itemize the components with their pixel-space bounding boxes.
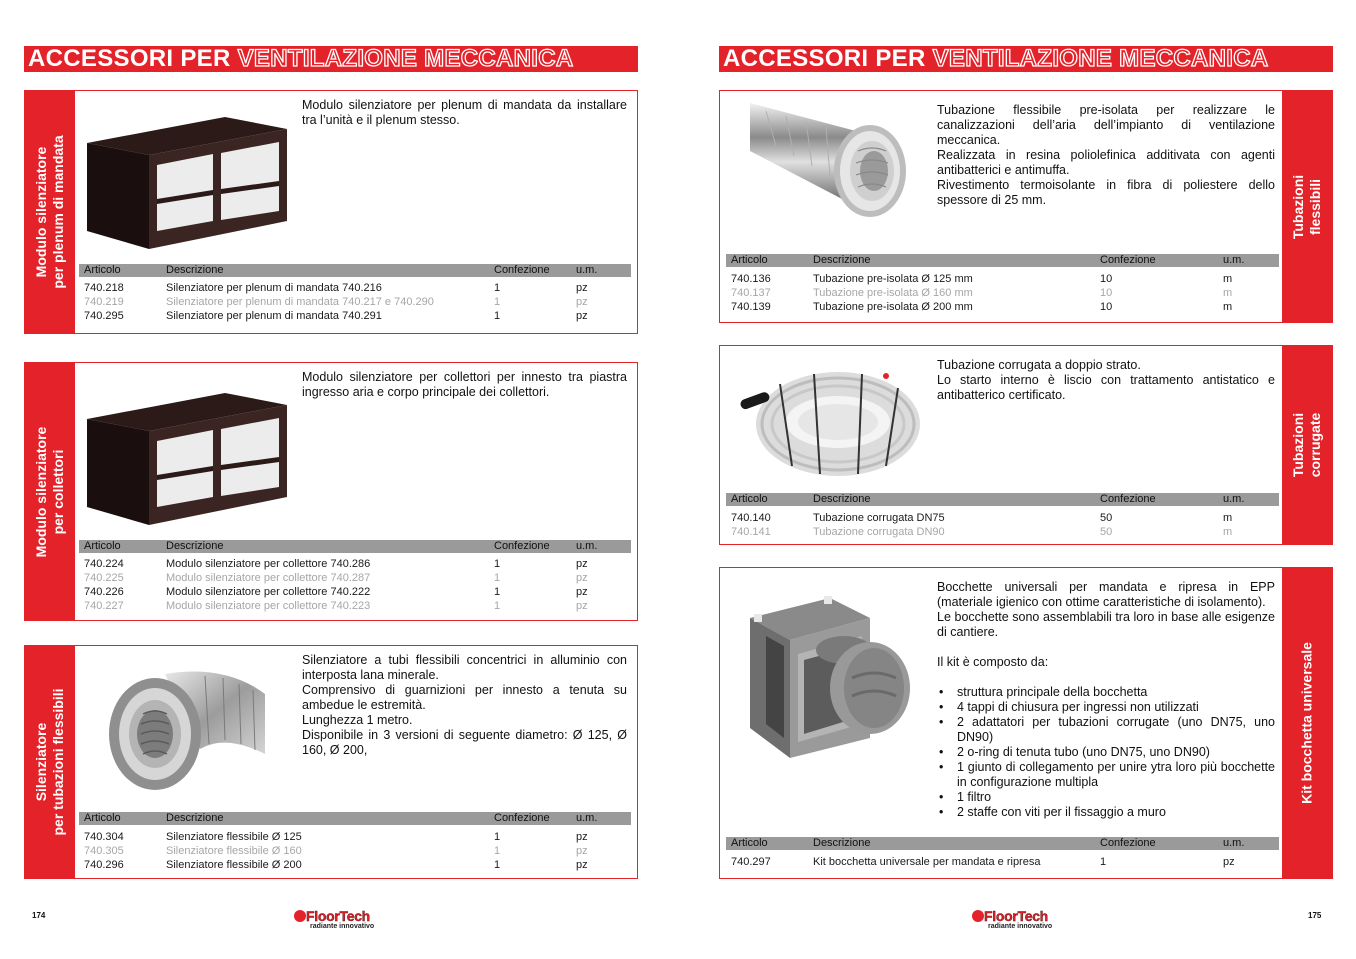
product-card-flexible-pipes [719, 90, 1333, 323]
table-header: Articolo Descrizione Confezione u.m. [79, 812, 631, 825]
product-table [79, 812, 631, 878]
floortech-logo: FloorTech radiante innovativo [294, 908, 394, 934]
product-description: Modulo silenziatore per plenum di mandata da installare tra l’unità e il plenum stesso. [302, 98, 627, 127]
table-row: 740.226 Modulo silenziatore per collettore 740.222 1 pz [84, 586, 588, 598]
list-item: • 1 giunto di collegamento per unire ytra loro più bocchette in configurazione multipla [937, 760, 1275, 790]
product-description: Silenziatore a tubi flessibili concentrici in alluminio con interposta lana minerale. Comprensivo di guarnizioni per innesto a tenuta su ambedue le estremità. Lunghezza 1 metro. Disponibile in 3 versioni di seguente diametro: Ø 125, Ø 160, Ø 200, [302, 653, 627, 757]
product-description: Bocchette universali per mandata e ripresa in EPP (materiale igienico con ottime caratteristiche di isolamento). Le bocchette sono assemblabili tra loro in base alle esigenze di cantiere. Il kit è composto da: • struttura principale della bocchetta • 4 tappi di chiusura per ingressi non utilizzati • 2 adattatori per tubazioni corrugate (uno DN75, uno DN90) • 2 o-ring di tenuta tubo (uno DN75, uno DN90) • 1 giunto di collegamento per unire ytra loro più bocchette in configurazione multipla • 1 filtro • 2 staffe con viti per il fissaggio a muro [937, 580, 1275, 820]
product-description: Tubazione corrugata a doppio strato. Lo starto interno è liscio con trattamento antistatico e antibatterico certificato. [937, 358, 1275, 402]
page-number: 175 [1308, 911, 1322, 920]
list-item: • struttura principale della bocchetta [937, 685, 1275, 700]
side-tab: Tubazioni corrugate [1282, 346, 1332, 544]
list-item: • 2 adattatori per tubazioni corrugate (uno DN75, uno DN90) [937, 715, 1275, 745]
table-row: 740.141 Tubazione corrugata DN90 50 m [731, 526, 1233, 538]
product-table [726, 493, 1279, 543]
table-row: 740.304 Silenziatore flessibile Ø 125 1 pz [84, 831, 588, 843]
product-description: Tubazione flessibile pre-isolata per realizzare le canalizzazioni dell’aria dell’impianto di ventilazione meccanica. Realizzata in resina poliolefinica additivata con agenti antibatterici e antimuffa. Rivestimento termoisolante in fibra di poliestere dello spessore di 25 mm. [937, 103, 1275, 207]
table-header: Articolo Descrizione Confezione u.m. [79, 264, 631, 277]
table-row: 740.139 Tubazione pre-isolata Ø 200 mm 10 m [731, 301, 1233, 313]
product-card-universal-vent-kit [719, 567, 1333, 879]
table-row: 740.224 Modulo silenziatore per collettore 740.286 1 pz [84, 558, 588, 570]
floortech-logo: FloorTech radiante innovativo [972, 908, 1072, 934]
table-row: 740.297 Kit bocchetta universale per mandata e ripresa 1 pz [731, 856, 1235, 868]
corrugated-pipe-coil-image [734, 356, 924, 481]
table-row: 740.296 Silenziatore flessibile Ø 200 1 pz [84, 859, 588, 871]
table-row: 740.295 Silenziatore per plenum di mandata 740.291 1 pz [84, 310, 588, 322]
product-table [726, 837, 1279, 873]
list-item: • 1 filtro [937, 790, 1275, 805]
table-row: 740.218 Silenziatore per plenum di mandata 740.216 1 pz [84, 282, 588, 294]
product-card-manifold-silencer [24, 362, 638, 621]
product-table [79, 264, 631, 334]
table-row: 740.140 Tubazione corrugata DN75 50 m [731, 512, 1233, 524]
insulated-pipe-image [746, 101, 916, 221]
table-header: Articolo Descrizione Confezione u.m. [79, 540, 631, 553]
table-header: Articolo Descrizione Confezione u.m. [726, 254, 1279, 267]
universal-vent-box-image [740, 588, 920, 768]
page-number: 174 [32, 911, 46, 920]
table-header: Articolo Descrizione Confezione u.m. [726, 837, 1279, 850]
table-header: Articolo Descrizione Confezione u.m. [726, 493, 1279, 506]
list-item: • 2 o-ring di tenuta tubo (uno DN75, uno DN90) [937, 745, 1275, 760]
table-row: 740.137 Tubazione pre-isolata Ø 160 mm 10 m [731, 287, 1233, 299]
flexible-silencer-image [105, 664, 275, 794]
product-card-flexible-silencer [24, 645, 638, 879]
right-page-title: ACCESSORI PER VENTILAZIONE MECCANICA [719, 46, 1333, 72]
side-tab: Modulo silenziatore per plenum di mandata [25, 91, 75, 333]
product-table [726, 254, 1279, 320]
kit-contents-list [937, 685, 1275, 820]
logo-dot-icon [972, 910, 984, 922]
list-item: • 2 staffe con viti per il fissaggio a muro [937, 805, 1275, 820]
table-row: 740.227 Modulo silenziatore per collettore 740.223 1 pz [84, 600, 588, 612]
side-tab: Silenziatore per tubazioni flessibili [25, 646, 75, 878]
list-item: • 4 tappi di chiusura per ingressi non utilizzati [937, 700, 1275, 715]
table-row: 740.225 Modulo silenziatore per collettore 740.287 1 pz [84, 572, 588, 584]
product-table [79, 540, 631, 620]
side-tab: Modulo silenziatore per collettori [25, 363, 75, 620]
logo-dot-icon [294, 910, 306, 922]
table-row: 740.136 Tubazione pre-isolata Ø 125 mm 10 m [731, 273, 1233, 285]
black-silencer-box-image [85, 103, 295, 253]
product-card-plenum-silencer [24, 90, 638, 334]
table-row: 740.305 Silenziatore flessibile Ø 160 1 pz [84, 845, 588, 857]
table-row: 740.219 Silenziatore per plenum di mandata 740.217 e 740.290 1 pz [84, 296, 588, 308]
product-card-corrugated-pipes [719, 345, 1333, 545]
product-description: Modulo silenziatore per collettori per innesto tra piastra ingresso aria e corpo principale dei collettori. [302, 370, 627, 399]
black-silencer-box-image [85, 379, 295, 529]
side-tab: Kit bocchetta universale [1282, 568, 1332, 878]
side-tab: Tubazioni flessibili [1282, 91, 1332, 322]
left-page-title: ACCESSORI PER VENTILAZIONE MECCANICA [24, 46, 638, 72]
